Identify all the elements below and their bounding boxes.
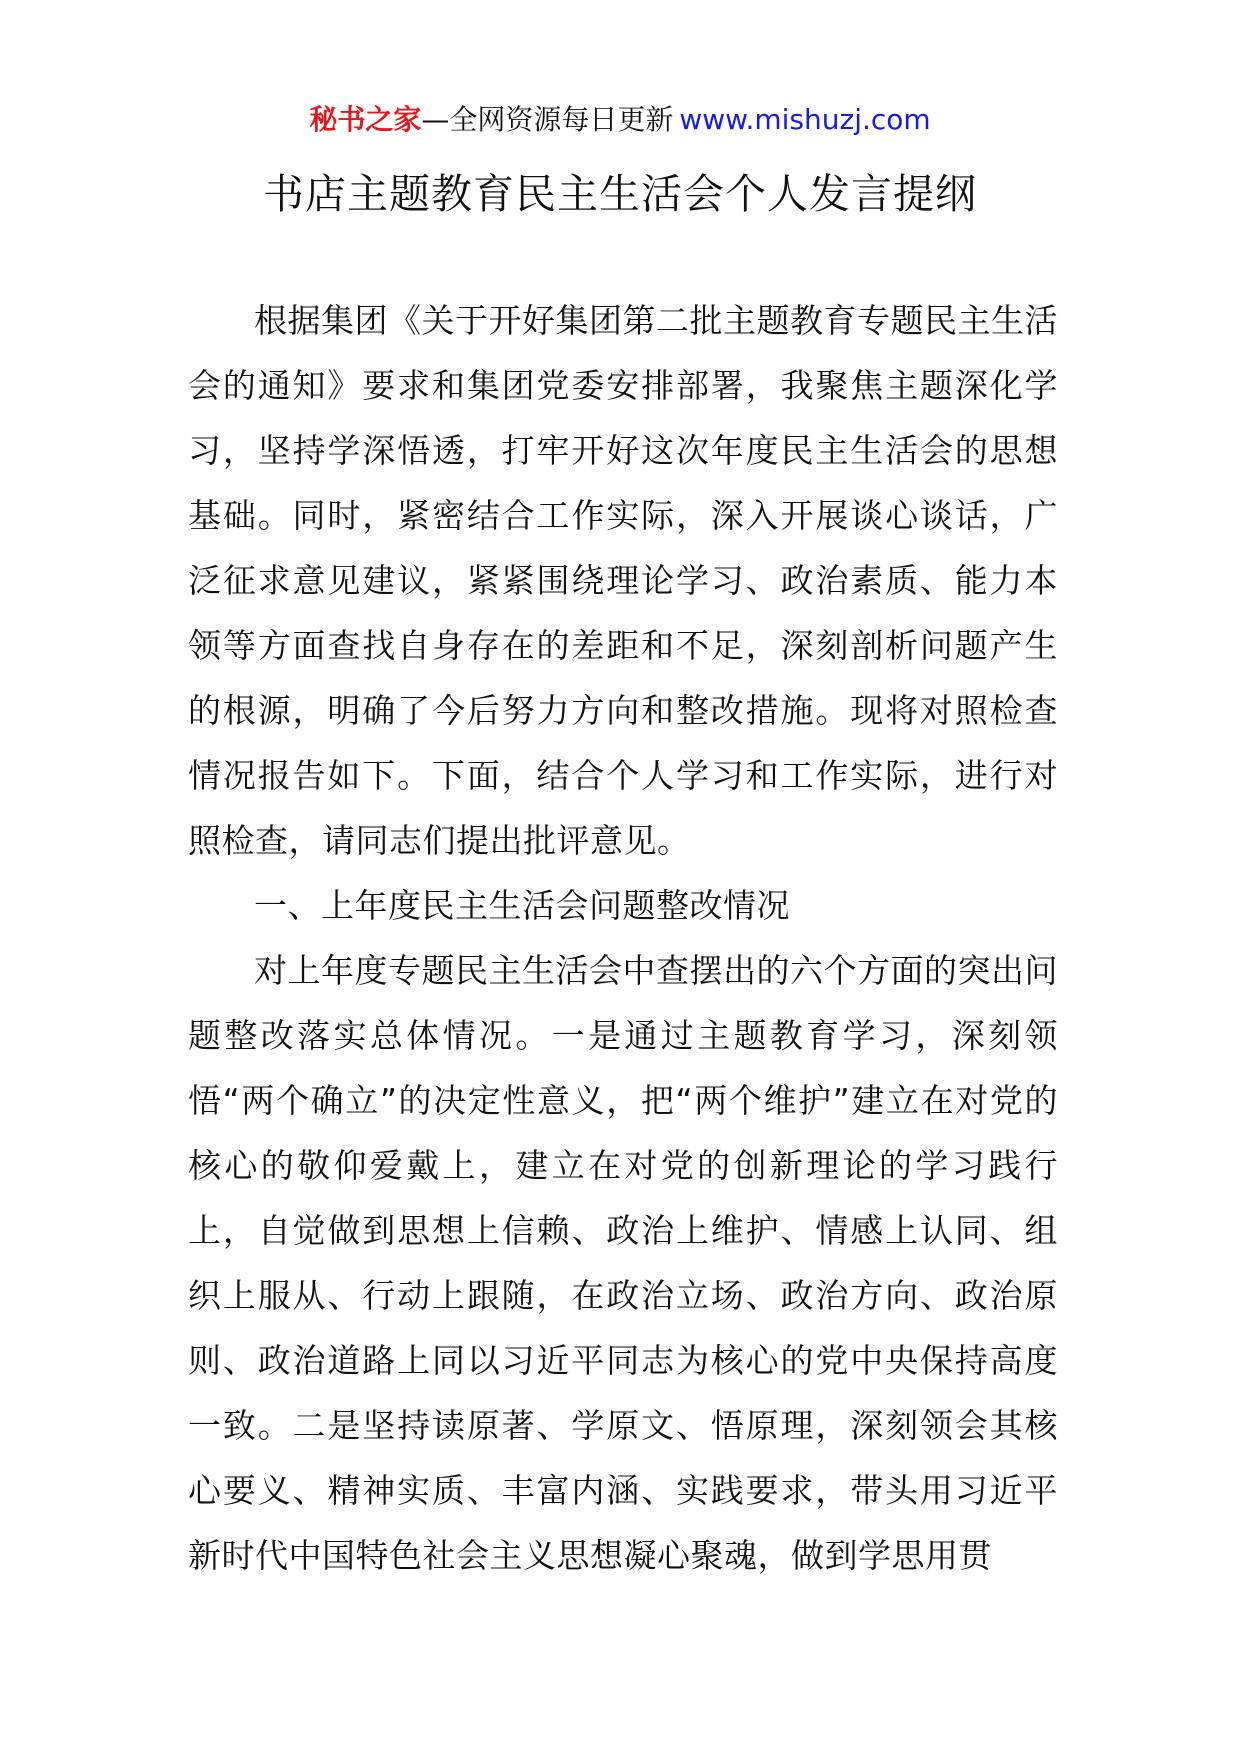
paragraph-section-1: 对上年度专题民主生活会中查摆出的六个方面的突出问题整改落实总体情况。一是通过主题教育学习，深刻领悟“两个确立”的决定性意义，把“两个维护”建立在对党的核心的敬仰爱戴上，建立在对党的创新理论的学习践行上，自觉做到思想上信赖、政治上维护、情感上认同、组织上服从、行动上跟随，在政治立场、政治方向、政治原则、政治道路上同以习近平同志为核心的党中央保持高度一致。二是坚持读原著、学原文、悟原理，深刻领会其核心要义、精神实质、丰富内涵、实践要求，带头用习近平新时代中国特色社会主义思想凝心聚魂，做到学思用贯 — [188, 951, 1058, 1575]
header-tagline: —全网资源每日更新 — [421, 103, 674, 136]
document-title: 书店主题教育民主生活会个人发言提纲 — [263, 170, 977, 218]
brand-name: 秘书之家 — [309, 103, 422, 136]
section-heading-1: 一、上年度民主生活会问题整改情况 — [254, 886, 790, 925]
document-body — [188, 288, 1058, 1588]
site-header — [0, 100, 1240, 140]
paragraph-intro: 根据集团《关于开好集团第二批主题教育专题民主生活会的通知》要求和集团党委安排部署，我聚焦主题深化学习，坚持学深悟透，打牢开好这次年度民主生活会的思想基础。同时，紧密结合工作实际，深入开展谈心谈话，广泛征求意见建议，紧紧围绕理论学习、政治素质、能力本领等方面查找自身存在的差距和不足，深刻剖析问题产生的根源，明确了今后努力方向和整改措施。现将对照检查情况报告如下。下面，结合个人学习和工作实际，进行对照检查，请同志们提出批评意见。 — [188, 301, 1058, 860]
site-url-link[interactable]: www.mishuzj.com — [679, 103, 931, 136]
